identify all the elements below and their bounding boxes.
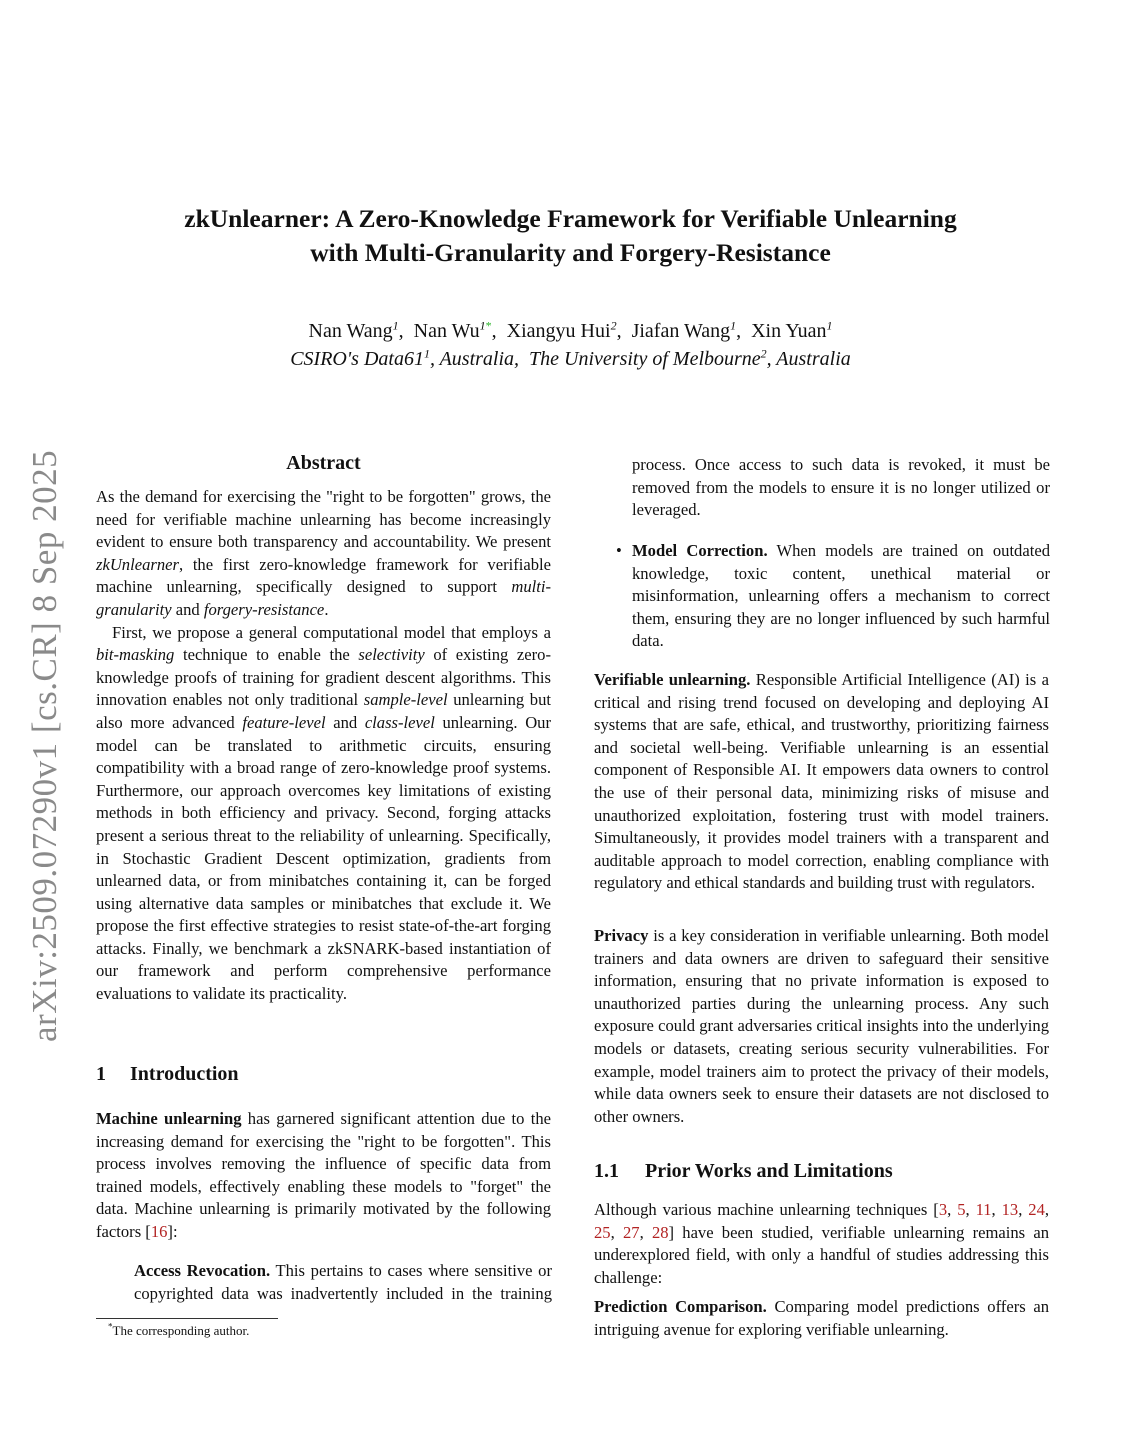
bullet-text [134, 1260, 552, 1305]
text-run: is a key consideration in verifiable unlearning. Both model trainers and data owners are driven to safeguard their sensitive information, ensuring that no private information is exposed to unauthorized parties during the unlearning process. Any such exposure could grant adversaries critical insights into the underlying models or datasets, creating serious security vulnerabilities. For example, model trainers aim to protect the privacy of their models, while data owners seek to ensure their datasets are not disclosed to other owners. [594, 926, 1049, 1126]
author-name: Xin Yuan [751, 320, 827, 342]
bullet-access-revocation [134, 1260, 552, 1305]
text-run: , [610, 1222, 623, 1242]
paper-title [0, 202, 1141, 270]
bullet-icon: • [616, 541, 622, 560]
section-heading-introduction [96, 1063, 239, 1086]
footnote-rule [96, 1318, 278, 1319]
text-run: unlearning. Our model can be translated to arithmetic circuits, ensuring compatibility with a broad range of zero-knowledge proof systems. Furthermore, our approach overcomes key limitations of existing methods in both efficiency and privacy. Second, forging attacks present a serious threat to the reliability of unlearning. Specifically, in Stochastic Gradient Descent optimization, gradients from unlearned data, or from minibatches containing it, can be forged using alternative data samples or minibatches that exclude it. We propose the first effective strategies to resist state-of-the-art forging attacks. Finally, we benchmark a zkSNARK-based instantiation of our framework and perform comprehensive performance evaluations to validate its practicality. [96, 712, 552, 1004]
italic-run: feature-level [242, 712, 326, 732]
affiliation-mark: 1 [423, 346, 430, 361]
corresponding-author-mark[interactable]: * [485, 318, 492, 333]
author-affiliation-mark: 1 [479, 318, 486, 333]
abstract-paragraph [96, 622, 551, 1006]
section-number: 1.1 [594, 1160, 619, 1182]
bullet-model-correction [616, 540, 1050, 653]
abstract-paragraph [96, 486, 551, 622]
privacy-paragraph [594, 925, 1049, 1128]
author [414, 320, 492, 342]
bullet-text [632, 454, 1050, 522]
citation-link[interactable]: 11 [975, 1200, 992, 1219]
text-run: Responsible Artificial Intelligence (AI) is a critical and rising trend focused on developing and deploying AI systems that are safe, ethical, and trustworthy, prioritizing fairness and societal well-being. Verifiable unlearning is an essential component of Responsible AI. It empowers data owners to control the use of their personal data, minimizing risks of misuse and unauthorized exploitation, fostering trust with model trainers. Simultaneously, it provides model trainers with a transparent and auditable approach to model correction, enabling compliance with regulatory and ethical standards and building trust with regulators. [594, 670, 1049, 893]
footnote [108, 1323, 249, 1339]
bold-run: Verifiable unlearning. [594, 670, 751, 689]
author-name: Jiafan Wang [631, 320, 731, 342]
affiliation-mark: 2 [760, 346, 767, 361]
author-affiliation-mark: 1 [730, 318, 737, 333]
author [507, 320, 617, 342]
prediction-comparison-paragraph [594, 1296, 1049, 1341]
affiliation-name: The University of Melbourne [529, 348, 761, 370]
author-block [0, 317, 1141, 373]
text-run: and [325, 712, 365, 732]
verifiable-unlearning-paragraph [594, 669, 1049, 895]
affiliation-name: CSIRO's Data61 [290, 348, 424, 370]
title-line: with Multi-Granularity and Forgery-Resistance [310, 238, 831, 267]
italic-run: zkUnlearner [96, 554, 179, 574]
italic-run: forgery-resistance [203, 599, 325, 619]
bullet-access-revocation-continued [632, 454, 1050, 522]
citation-link[interactable]: 16 [150, 1221, 168, 1241]
text-run: Comparing model predictions offers an intriguing avenue for exploring verifiable unlearning. [594, 1297, 1049, 1339]
citation-link[interactable]: 5 [957, 1200, 966, 1219]
author-list: Nan Wang$^1$, Nan Wu$^{1*}$, Xiangyu Hui$^2$, Jiafan Wang$^1$, Xin Yuan$^1$ [308, 318, 833, 342]
bold-run: Model Correction. [632, 541, 768, 560]
italic-run: bit-masking [96, 645, 175, 665]
text-run: unlearning but also more advanced [96, 690, 551, 732]
bullet-text [632, 540, 1050, 653]
text-run: ]: [167, 1221, 178, 1241]
italic-run: multi-granularity [96, 577, 551, 619]
affiliation [529, 348, 851, 370]
bold-run: Privacy [594, 926, 649, 945]
citation-link[interactable]: 28 [651, 1222, 669, 1242]
citation-link[interactable]: 3 [938, 1200, 948, 1219]
intro-paragraph [96, 1108, 551, 1244]
bold-run: Machine unlearning [96, 1109, 242, 1128]
author-affiliation-mark: 1 [826, 318, 833, 333]
text-run: , [1018, 1200, 1029, 1219]
affiliation-country: , Australia [766, 348, 851, 370]
text-run: , [1044, 1200, 1050, 1219]
author [632, 320, 737, 342]
text-run: , [639, 1222, 652, 1242]
section-title: Introduction [130, 1063, 239, 1085]
citation-link[interactable]: 13 [1001, 1200, 1019, 1219]
italic-run: selectivity [358, 645, 425, 665]
citation-link[interactable]: 27 [622, 1222, 640, 1242]
author-name: Xiangyu Hui [506, 320, 611, 342]
abstract-heading: Abstract [286, 452, 361, 474]
text-run: Although various machine unlearning techniques [ [594, 1200, 939, 1219]
text-run: This pertains to cases where sensitive or copyrighted data was inadvertently included in the training [134, 1261, 552, 1303]
text-run: When models are trained on outdated knowledge, toxic content, unethical material or misinformation, unlearning offers a mechanism to correct them, ensuring they are no longer influenced by such harmful data. [632, 541, 1050, 651]
text-run: , the first zero-knowledge framework for verifiable machine unlearning, specifically designed to support [96, 554, 551, 597]
italic-run: sample-level [363, 690, 448, 710]
text-run: First, we propose a general computational model that employs a [112, 622, 551, 642]
author-name: Nan Wang [308, 320, 393, 342]
section-number: 1 [96, 1063, 106, 1085]
italic-run: class-level [364, 712, 435, 732]
bold-run: Prediction Comparison. [594, 1297, 767, 1316]
text-run: process. Once access to such data is revoked, it must be removed from the models to ensure it is no longer utilized or leveraged. [632, 455, 1050, 520]
abstract-body [96, 486, 551, 1006]
author-affiliation-mark: 2 [610, 318, 617, 333]
section-title: Prior Works and Limitations [645, 1160, 893, 1182]
text-run: , [947, 1200, 958, 1219]
text-run: of existing zero-knowledge proofs of training for gradient descent algorithms. This innovation enables not only traditional [96, 645, 551, 710]
text-run: technique to enable the [174, 645, 359, 665]
section-heading-prior-works [594, 1160, 893, 1183]
affiliation-list [0, 345, 1141, 373]
author [309, 320, 399, 342]
affiliation [290, 348, 519, 370]
text-run: , [965, 1200, 976, 1219]
title-line: zkUnlearner: A Zero-Knowledge Framework for Verifiable Unlearning [184, 204, 957, 233]
footnote-text: The corresponding author. [112, 1323, 250, 1338]
author [751, 320, 832, 342]
citation-link[interactable]: 24 [1028, 1200, 1045, 1219]
author-name: Nan Wu [413, 320, 480, 342]
author-affiliation-mark: 1 [392, 318, 399, 333]
text-run: and [171, 599, 204, 619]
text-run: As the demand for exercising the "right to be forgotten" grows, the need for verifiable machine unlearning has become increasingly evident to ensure both transparency and accountability. We present [96, 487, 551, 552]
footnote-mark: * [108, 1321, 113, 1332]
citation-link[interactable]: 25 [594, 1222, 611, 1242]
affiliation-country: , Australia, [429, 348, 520, 370]
prior-works-paragraph [594, 1199, 1049, 1289]
arxiv-identifier[interactable]: arXiv:2509.07290v1 [cs.CR] 8 Sep 2025 [25, 449, 64, 1042]
text-run: , [991, 1200, 1002, 1219]
bold-run: Access Revocation. [134, 1261, 271, 1280]
text-run: has garnered significant attention due to the increasing demand for exercising the "right to be forgotten". This process involves removing the influence of specific data from trained models, effectively enabling these models to "forget" the data. Machine unlearning is primarily motivated by the following factors [ [96, 1109, 551, 1241]
text-run: . [324, 599, 329, 619]
text-run: ] have been studied, verifiable unlearning remains an underexplored field, with only a handful of studies addressing this challenge: [594, 1222, 1050, 1287]
